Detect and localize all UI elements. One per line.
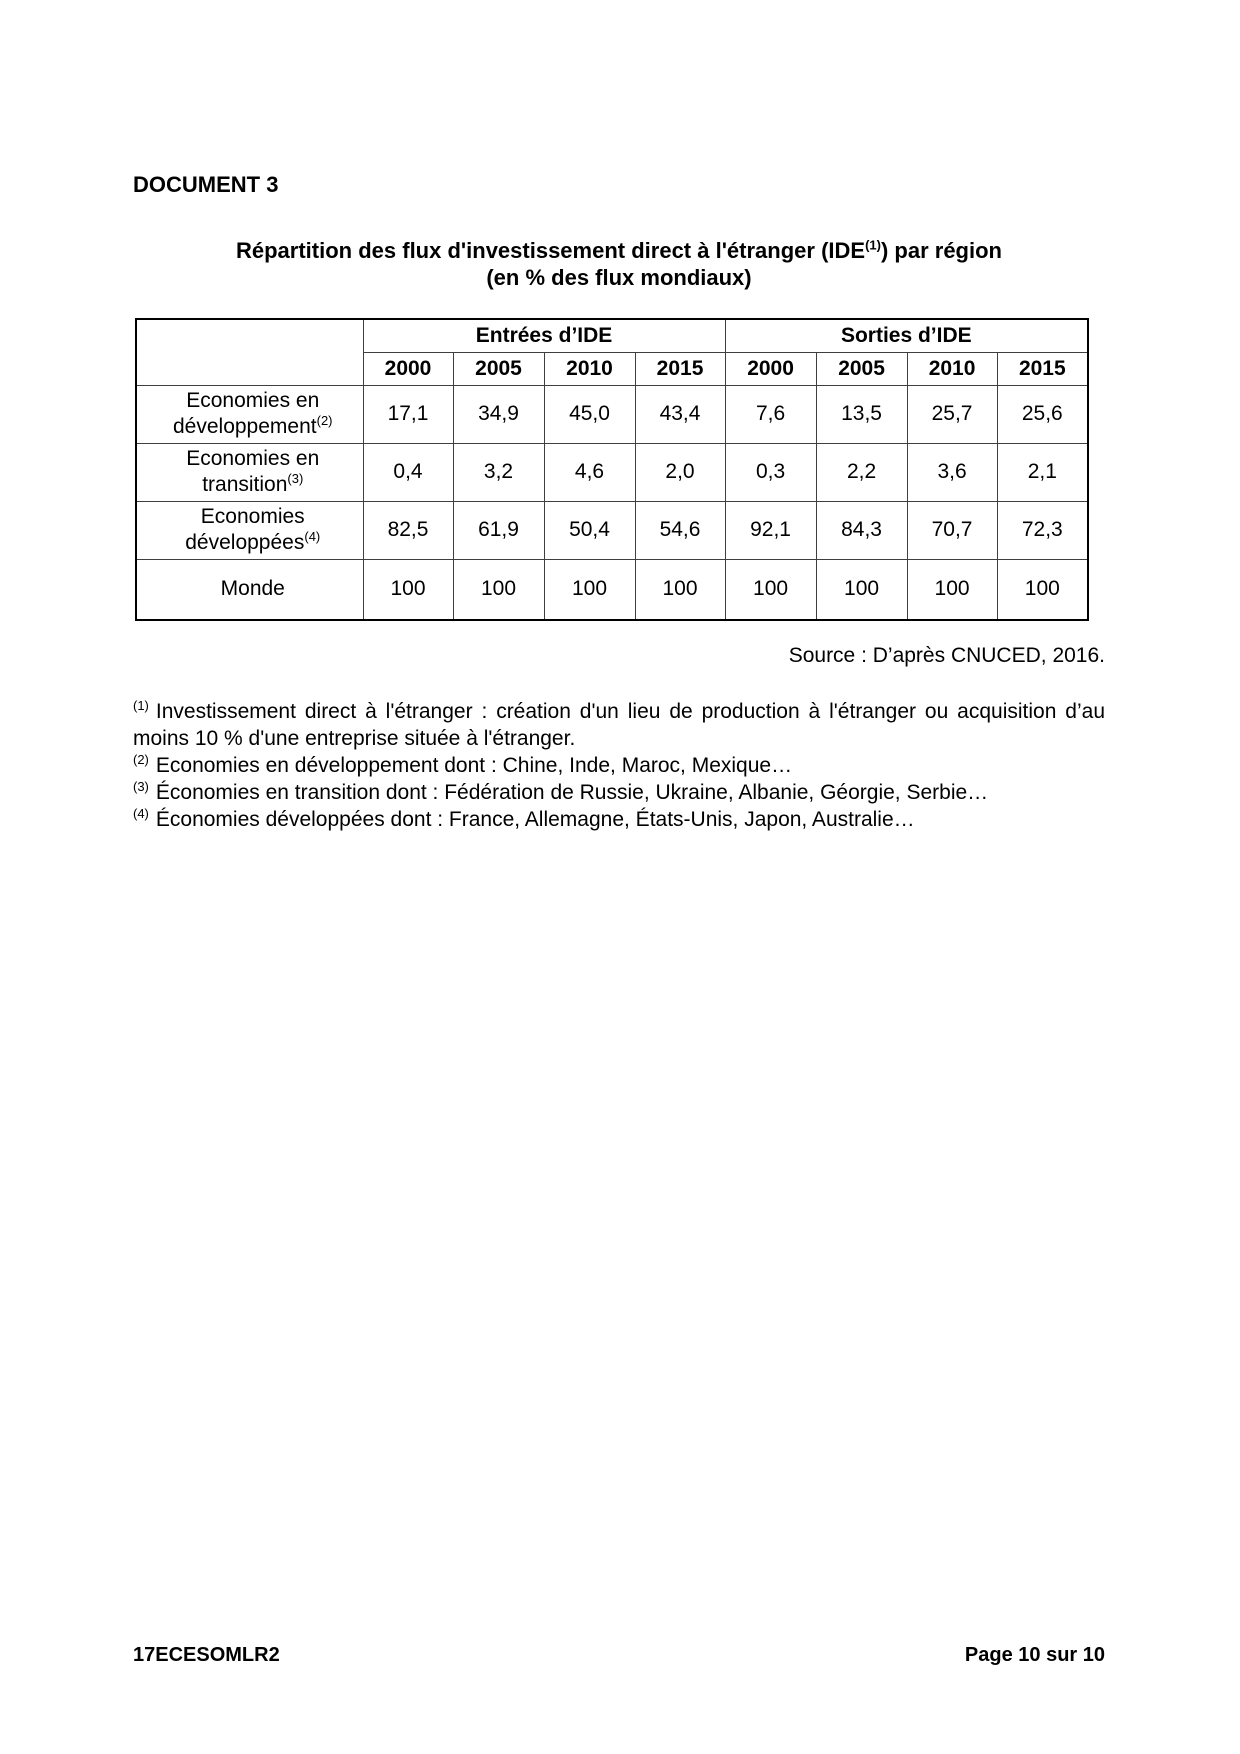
value-cell: 43,4 [635, 385, 725, 443]
value-cell: 100 [363, 559, 453, 620]
row-label-cell: Economies développées$^{(4)}$ [136, 501, 363, 559]
table-row-transition [136, 443, 1088, 501]
value-cell: 0,4 [363, 443, 453, 501]
year-header-cell: 2000 [363, 352, 453, 385]
year-header-cell: 2005 [453, 352, 544, 385]
value-cell: 100 [453, 559, 544, 620]
table-row-developed [136, 501, 1088, 559]
footnote-marker: (2) [133, 752, 149, 767]
value-cell: 25,6 [997, 385, 1088, 443]
value-cell: 4,6 [544, 443, 635, 501]
value-cell: 3,2 [453, 443, 544, 501]
year-header-cell: 2000 [725, 352, 816, 385]
value-cell: 2,2 [816, 443, 907, 501]
year-header-cell: 2010 [544, 352, 635, 385]
value-cell: 25,7 [907, 385, 997, 443]
value-cell: 100 [907, 559, 997, 620]
title-line2: (en % des flux mondiaux) [486, 265, 752, 290]
table-row-world [136, 559, 1088, 620]
value-cell: 13,5 [816, 385, 907, 443]
footnotes-block [133, 698, 1105, 833]
table-row-developing [136, 385, 1088, 443]
value-cell: 70,7 [907, 501, 997, 559]
value-cell: 17,1 [363, 385, 453, 443]
footnote-3: $^{(3)}$ Économies en transition dont : Fédération de Russie, Ukraine, Albanie, Géorgie, Serbie… [133, 779, 989, 804]
value-cell: 2,1 [997, 443, 1088, 501]
year-header-cell: 2015 [997, 352, 1088, 385]
year-header-cell: 2015 [635, 352, 725, 385]
year-header-cell: 2005 [816, 352, 907, 385]
value-cell: 100 [544, 559, 635, 620]
title-footnote-ref: (1) [865, 237, 881, 253]
row-label-cell: Monde [136, 559, 363, 620]
value-cell: 84,3 [816, 501, 907, 559]
value-cell: 61,9 [453, 501, 544, 559]
row-footnote-ref: (2) [316, 413, 333, 428]
value-cell: 45,0 [544, 385, 635, 443]
row-footnote-ref: (3) [287, 471, 304, 486]
row-footnote-ref: (4) [304, 529, 321, 544]
footnote-4: $^{(4)}$ Économies développées dont : France, Allemagne, États-Unis, Japon, Australie… [133, 806, 915, 831]
value-cell: 100 [997, 559, 1088, 620]
document-title [133, 237, 1105, 291]
footnote-1: $^{(1)}$ Investissement direct à l'étranger : création d'un lieu de production à l'étranger ou acquisition d’au moins 10 % d'une entreprise située à l'étranger. [133, 698, 1105, 750]
value-cell: 3,6 [907, 443, 997, 501]
value-cell: 2,0 [635, 443, 725, 501]
value-cell: 0,3 [725, 443, 816, 501]
value-cell: 100 [725, 559, 816, 620]
value-cell: 92,1 [725, 501, 816, 559]
footnote-marker: (3) [133, 779, 149, 794]
footer-document-code: 17ECESOMLR2 [133, 1644, 280, 1666]
footer-page-number: Page 10 sur 10 [964, 1644, 1105, 1666]
value-cell: 50,4 [544, 501, 635, 559]
title-line1-part2: ) par région [880, 238, 1002, 263]
value-cell: 7,6 [725, 385, 816, 443]
group-header-sorties: Sorties d’IDE [725, 319, 1088, 352]
value-cell: 34,9 [453, 385, 544, 443]
ide-flows-table [135, 318, 1089, 621]
row-label-cell: Economies en développement$^{(2)}$ [136, 385, 363, 443]
value-cell: 72,3 [997, 501, 1088, 559]
footnote-2: $^{(2)}$ Economies en développement dont : Chine, Inde, Maroc, Mexique… [133, 752, 793, 777]
document-heading: DOCUMENT 3 [133, 172, 279, 197]
footnote-marker: (1) [133, 698, 149, 713]
group-header-entrees: Entrées d’IDE [363, 319, 725, 352]
value-cell: 82,5 [363, 501, 453, 559]
year-header-cell: 2010 [907, 352, 997, 385]
source-caption: Source : D’après CNUCED, 2016. [788, 644, 1105, 667]
value-cell: 100 [816, 559, 907, 620]
value-cell: 54,6 [635, 501, 725, 559]
title-line1-part1: Répartition des flux d'investissement direct à l'étranger (IDE [236, 238, 866, 263]
table-corner-cell [136, 319, 363, 385]
value-cell: 100 [635, 559, 725, 620]
footnote-marker: (4) [133, 806, 149, 821]
row-label-cell: Economies en transition$^{(3)}$ [136, 443, 363, 501]
